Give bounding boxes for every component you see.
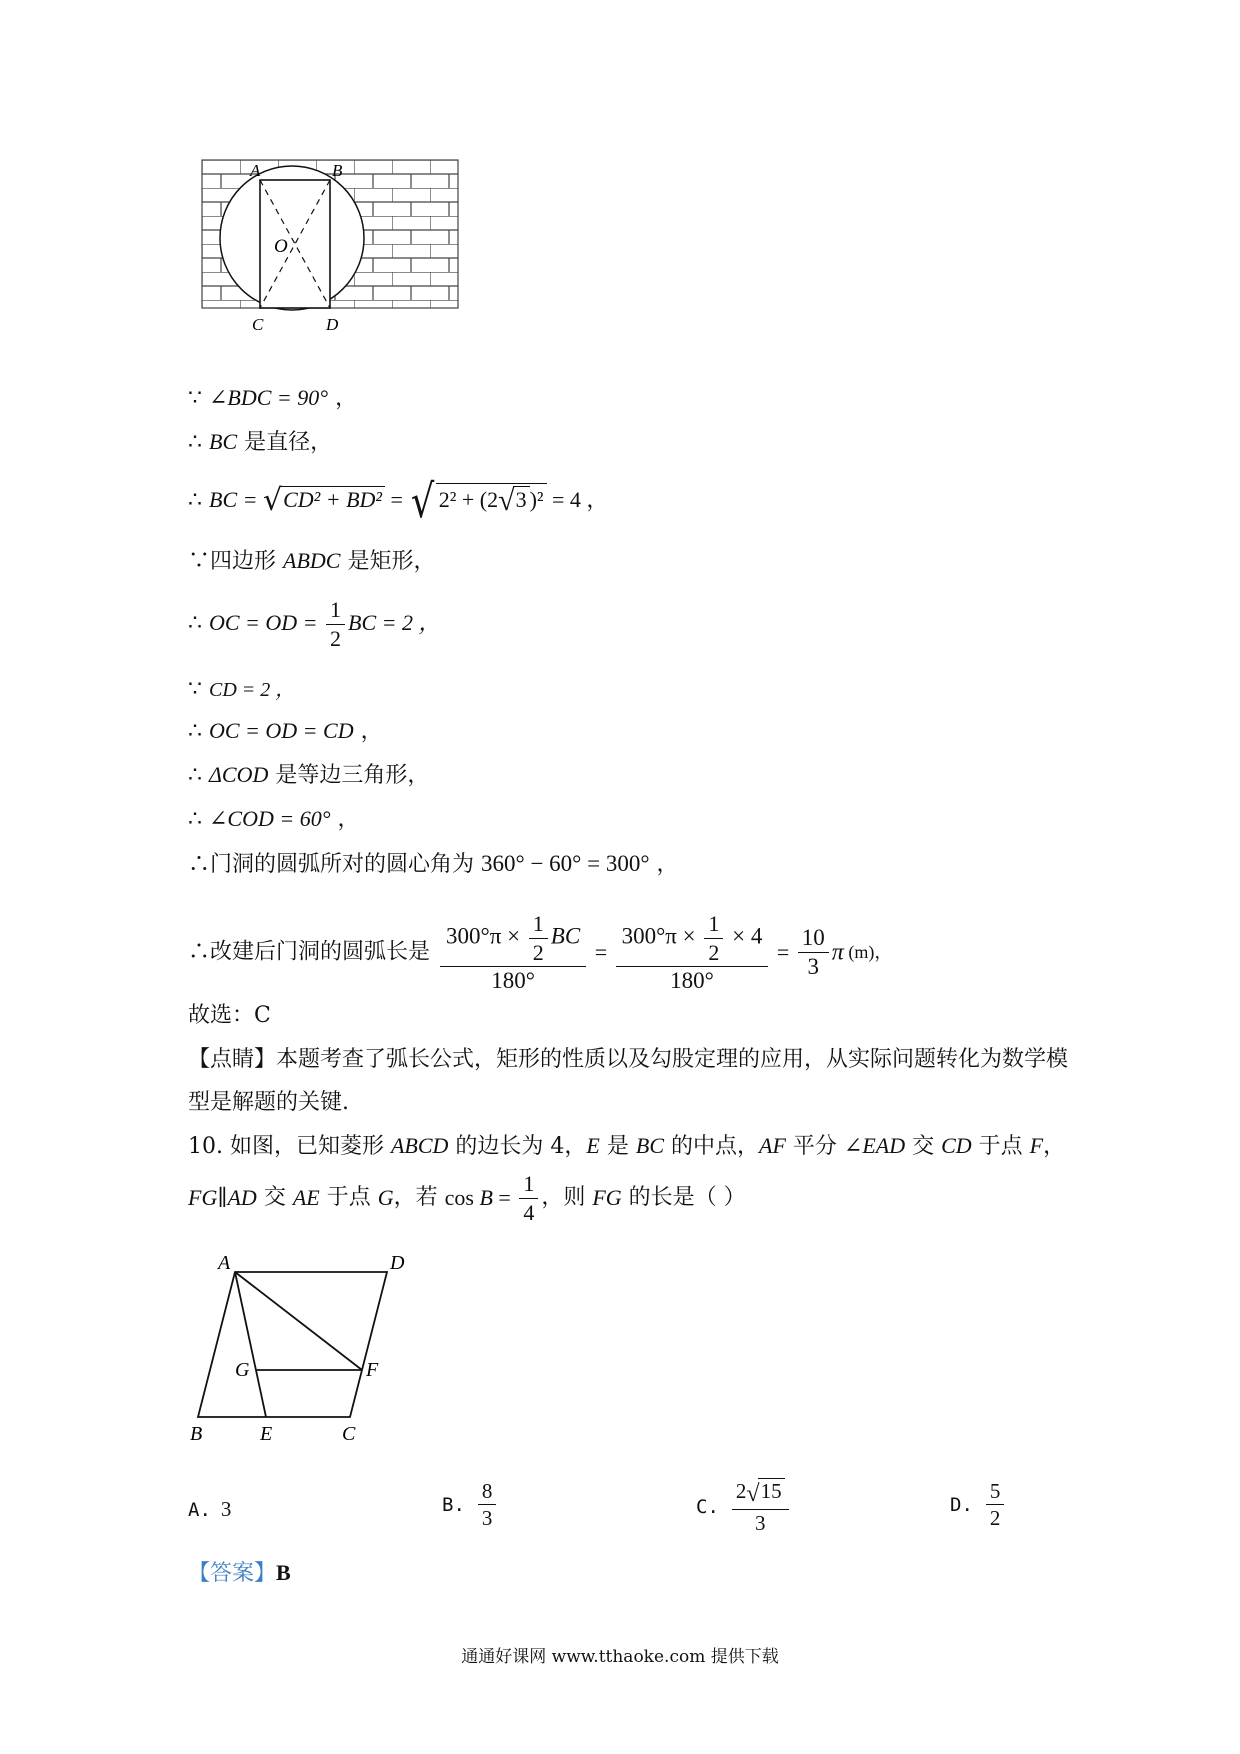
comment-line-2 [188,1090,349,1116]
sqrt-symbol: √ [262,483,283,518]
rhombus-abcd [198,1272,387,1417]
fraction-arc-2 [616,910,769,996]
text: 交 [256,1184,293,1210]
text: 交 [905,1134,942,1159]
fraction-quarter [519,1170,538,1226]
math: FG∥AD [188,1184,257,1210]
math-expression: BC = 2 ， [348,610,441,635]
math-expression: BC = [209,487,263,512]
text: 10. 如图，已知菱形 [188,1134,391,1159]
radicand-part: 2² + (2 [438,487,499,512]
text: ， [649,852,679,877]
denominator: 180° [670,968,714,993]
text: 平分 [785,1134,844,1159]
text: 的中点， [664,1134,759,1159]
math-expression: CD = 2 ， [209,679,296,701]
fraction-arc-1 [440,910,586,996]
text: 是 [599,1134,636,1159]
radicand-inner: 3 [513,486,530,512]
text: ，则 [541,1184,593,1210]
math-expression: ΔCOD [209,762,269,787]
denominator: 4 [523,1199,535,1225]
label-C: C [342,1423,356,1445]
solution-line-6 [188,677,295,703]
label-G: G [235,1359,250,1381]
option-d [950,1478,1007,1532]
numerator-part: 300°π × [621,923,702,949]
fraction-result [798,924,829,983]
comment-text: 型是解题的关键. [188,1090,349,1115]
solution-line-3 [188,474,608,529]
option-fraction [478,1478,497,1532]
numerator-part: BC [550,923,581,949]
numerator: 1 [704,910,723,939]
option-fraction [986,1478,1005,1532]
text: 于点 [319,1184,378,1210]
denominator: 2 [532,939,544,965]
option-label: B. [442,1493,465,1516]
text: ∵四边形 [188,549,283,574]
math-expression: ∠COD = 60° [209,806,331,831]
radicand: 15 [758,1478,785,1503]
coefficient: 2 [735,1479,747,1503]
numerator: 5 [986,1478,1005,1505]
denominator: 2 [989,1506,1001,1531]
unit: (m)， [843,942,893,963]
sqrt-symbol-large: √ [411,474,435,528]
solution-line-10 [188,850,679,878]
radicand: CD² + BD² [280,486,385,512]
math-expression: 360° − 60° = 300° [481,851,650,876]
label-A: A [250,161,261,180]
answer-line [188,1560,291,1587]
footer-text: 通通好课网 www.tthaoke.com 提供下载 [461,1647,779,1667]
because-symbol: ∵ [188,386,209,411]
option-fraction [732,1478,789,1536]
because-symbol: ∵ [188,677,209,702]
label-A: A [218,1255,231,1274]
fraction-half [529,910,548,966]
numerator: 10 [798,924,829,954]
math-expression: OC = OD = CD [209,718,354,743]
denominator: 3 [481,1506,493,1531]
text: 是等边三角形， [268,763,430,788]
text: 是矩形， [340,549,436,574]
math-expression: ∠BDC = 90° [209,385,329,410]
solution-line-9 [188,806,360,833]
math: F [1029,1133,1044,1158]
equals: = [385,487,409,512]
therefore-symbol: ∴ [188,430,209,455]
option-label: C. [696,1496,719,1519]
label-D: D [326,315,339,334]
radicand-part: )² [529,487,544,512]
math: AE [292,1184,320,1210]
numerator-part: × 4 [726,923,763,949]
sqrt-symbol: √ [746,1481,760,1507]
option-c [696,1478,792,1536]
text: ， [353,719,383,744]
answer-label: 【答案】 [188,1561,277,1586]
label-E: E [260,1423,273,1445]
math: AF [759,1133,786,1158]
option-a [188,1496,231,1522]
option-value: 3 [220,1497,232,1521]
radicand-2 [436,483,547,519]
therefore-symbol: ∴ [188,611,209,636]
equals: = [589,939,613,965]
fraction-half [326,596,345,652]
choice-text: 故选：C [188,1003,271,1028]
solution-line-1 [188,385,357,412]
figure-door-diagram [196,150,466,340]
question-10-line-1 [188,1133,1065,1160]
math: B [479,1184,493,1210]
comment-line-1 [188,1047,1068,1073]
numerator: 8 [478,1478,497,1505]
option-label: A. [188,1498,211,1521]
option-label: D. [950,1493,973,1516]
solution-line-5 [188,596,441,652]
denominator: 2 [708,939,720,965]
label-B: B [332,161,343,180]
label-C: C [252,315,264,334]
text: ∴门洞的圆弧所对的圆心角为 [188,852,481,877]
comment-text: 【点睛】本题考查了弧长公式，矩形的性质以及勾股定理的应用，从实际问题转化为数学模 [188,1047,1069,1072]
math-expression: ABDC [283,548,341,573]
option-b [442,1478,499,1532]
therefore-symbol: ∴ [188,488,209,513]
segment-ae [235,1272,266,1417]
fraction-half [704,910,723,966]
solution-line-12 [188,1003,271,1029]
text: ， [330,807,360,832]
text: 的边长为 4， [448,1134,587,1159]
denominator: 2 [330,625,342,651]
math-expression: OC = OD = [209,610,324,635]
numerator: 1 [326,596,345,625]
math: FG [592,1184,622,1210]
label-D: D [390,1255,405,1274]
figure-rhombus-diagram [180,1255,420,1455]
numerator [440,910,586,967]
text: 于点 [971,1134,1030,1159]
text: ， [1043,1134,1066,1159]
text: ， [328,386,358,411]
therefore-symbol: ∴ [188,763,209,788]
numerator [732,1478,789,1510]
therefore-symbol: ∴ [188,719,209,744]
segment-af [235,1272,362,1370]
question-10-line-2 [188,1170,746,1226]
text: ∴改建后门洞的圆弧长是 [188,939,431,965]
pi: π [831,939,844,966]
solution-line-4 [188,548,435,575]
numerator: 1 [529,910,548,939]
equals: = [492,1184,517,1210]
math: CD [941,1133,972,1158]
math: BC [635,1133,664,1158]
sqrt-symbol-inner: √ [498,484,515,517]
solution-line-2 [188,429,332,456]
equals: = [771,939,795,965]
math: E [586,1133,600,1158]
denominator: 3 [807,954,820,980]
math: cos [444,1184,480,1210]
label-F: F [366,1359,379,1381]
solution-line-7 [188,718,383,745]
therefore-symbol: ∴ [188,807,209,832]
denominator: 3 [754,1511,766,1535]
answer-value: B [276,1560,291,1585]
denominator: 180° [491,968,535,993]
text: ，若 [393,1184,445,1210]
numerator: 1 [519,1170,538,1199]
math: ABCD [390,1133,449,1158]
math: G [377,1184,394,1210]
page-footer [0,1642,1240,1667]
text: 的长是（ ） [621,1184,746,1210]
math-expression: BC [209,429,238,454]
numerator-part: 300°π × [446,923,526,949]
text: 是直径， [237,430,333,455]
solution-line-8 [188,762,429,789]
result: = 4 ， [546,487,609,512]
label-O: O [274,236,288,257]
math: ∠EAD [843,1133,906,1158]
solution-line-11 [188,910,892,996]
label-B: B [190,1423,203,1445]
numerator [616,910,769,967]
